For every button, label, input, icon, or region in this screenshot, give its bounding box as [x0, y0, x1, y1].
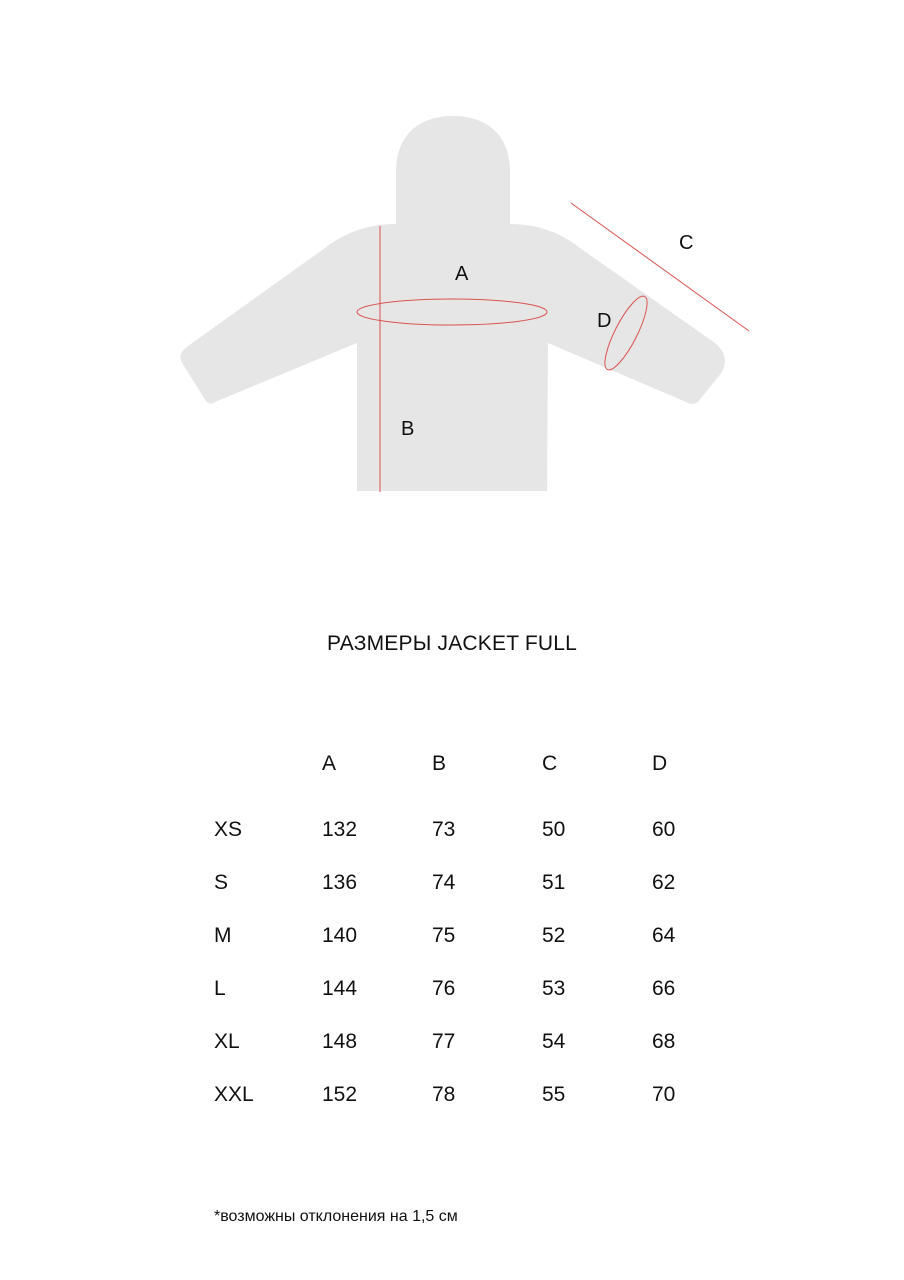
header-row [214, 752, 742, 818]
value-b-cell: 73 [432, 818, 456, 841]
value-c-cell: 50 [542, 818, 566, 841]
value-c-cell: 54 [542, 1030, 566, 1053]
size-cell: XL [214, 1030, 240, 1053]
value-c-cell: 55 [542, 1083, 566, 1106]
value-d-cell: 66 [652, 977, 676, 1000]
table-row [214, 871, 742, 924]
body-shape [181, 224, 725, 491]
value-a-cell: 140 [322, 924, 358, 947]
header-a: A [322, 752, 337, 775]
value-b-cell: 77 [432, 1030, 456, 1053]
label-d: D [597, 310, 612, 332]
jacket-silhouette [181, 116, 725, 491]
value-a-cell: 132 [322, 818, 358, 841]
value-b-cell: 75 [432, 924, 456, 947]
value-a-cell: 148 [322, 1030, 358, 1053]
value-b-cell: 78 [432, 1083, 456, 1106]
table-row [214, 1030, 742, 1083]
label-c: C [679, 232, 694, 254]
table-row [214, 924, 742, 977]
label-a: A [455, 263, 469, 285]
label-b: B [401, 418, 415, 440]
value-a-cell: 136 [322, 871, 358, 894]
header-size [214, 752, 322, 818]
value-a-cell: 152 [322, 1083, 358, 1106]
size-cell: M [214, 924, 232, 947]
size-cell: L [214, 977, 226, 1000]
header-c: C [542, 752, 558, 775]
value-b-cell: 74 [432, 871, 456, 894]
size-table [214, 752, 742, 1136]
value-c-cell: 52 [542, 924, 566, 947]
size-cell: S [214, 871, 229, 894]
value-d-cell: 68 [652, 1030, 676, 1053]
value-d-cell: 64 [652, 924, 676, 947]
hood-shape [396, 116, 510, 225]
table-row [214, 818, 742, 871]
value-d-cell: 70 [652, 1083, 676, 1106]
size-cell: XXL [214, 1083, 254, 1106]
value-a-cell: 144 [322, 977, 358, 1000]
value-c-cell: 51 [542, 871, 566, 894]
table-row [214, 977, 742, 1030]
size-cell: XS [214, 818, 243, 841]
header-b: B [432, 752, 447, 775]
footnote: *возможны отклонения на 1,5 см [214, 1208, 458, 1225]
value-d-cell: 60 [652, 818, 676, 841]
size-table-header [214, 752, 742, 818]
header-d: D [652, 752, 668, 775]
page-title: РАЗМЕРЫ JACKET FULL [326, 632, 578, 655]
size-table-body [214, 818, 742, 1136]
value-d-cell: 62 [652, 871, 676, 894]
value-b-cell: 76 [432, 977, 456, 1000]
table-row [214, 1083, 742, 1136]
value-c-cell: 53 [542, 977, 566, 1000]
jacket-diagram [0, 0, 904, 560]
